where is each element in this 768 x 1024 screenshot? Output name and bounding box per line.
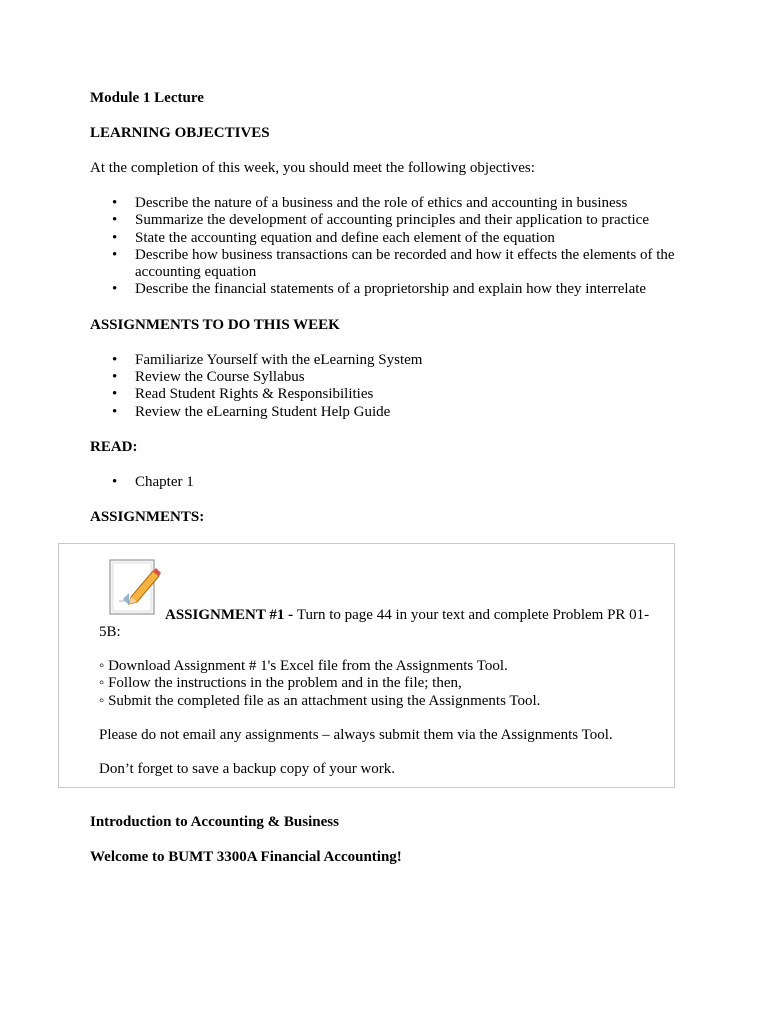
objectives-intro: At the completion of this week, you should meet the following objectives: bbox=[90, 160, 535, 176]
assignment-note-backup: Don’t forget to save a backup copy of your work. bbox=[99, 761, 396, 777]
list-item: • State the accounting equation and define each element of the equation bbox=[90, 230, 690, 247]
assignments-week-heading: ASSIGNMENTS TO DO THIS WEEK bbox=[90, 316, 340, 333]
assignments-heading: ASSIGNMENTS: bbox=[90, 509, 205, 526]
list-item: • Describe how business transactions can be recorded and how it effects the elements of the accounting equation bbox=[90, 247, 690, 282]
objectives-list bbox=[90, 195, 690, 299]
module-title: Module 1 Lecture bbox=[90, 90, 204, 106]
intro-heading: Introduction to Accounting & Business bbox=[90, 814, 339, 830]
assignment-step: ◦ Submit the completed file as an attachment using the Assignments Tool. bbox=[99, 692, 541, 709]
list-item: • Chapter 1 bbox=[90, 474, 690, 491]
list-item: • Describe the financial statements of a proprietorship and explain how they interrelate bbox=[90, 281, 690, 298]
list-item: • Familiarize Yourself with the eLearning System bbox=[90, 352, 690, 369]
assignment-box bbox=[58, 543, 675, 788]
week-tasks-list bbox=[90, 352, 690, 421]
assignment-step: ◦ Download Assignment # 1's Excel file from the Assignments Tool. bbox=[99, 658, 508, 674]
list-item: • Summarize the development of accounting principles and their application to practice bbox=[90, 212, 690, 229]
list-item: • Read Student Rights & Responsibilities bbox=[90, 386, 690, 403]
objectives-heading: LEARNING OBJECTIVES bbox=[90, 125, 270, 141]
assignment-note-email: Please do not email any assignments – always submit them via the Assignments Tool. bbox=[99, 727, 613, 743]
assignment-title-text: Turn to page 44 in your text and complete Problem PR 01-5B: bbox=[99, 607, 650, 640]
read-list bbox=[90, 474, 690, 491]
lecture-page bbox=[90, 90, 690, 526]
welcome-heading: Welcome to BUMT 3300A Financial Accounting! bbox=[90, 849, 402, 865]
list-item: • Describe the nature of a business and the role of ethics and accounting in business bbox=[90, 195, 690, 212]
assignment-title bbox=[99, 607, 669, 641]
read-heading: READ: bbox=[90, 438, 138, 455]
assignment-step: ◦ Follow the instructions in the problem and in the file; then, bbox=[99, 675, 462, 692]
list-item: • Review the eLearning Student Help Guide bbox=[90, 404, 690, 421]
assignment-steps bbox=[99, 658, 659, 710]
list-item: • Review the Course Syllabus bbox=[90, 369, 690, 386]
assignment-title-bold: ASSIGNMENT #1 - bbox=[165, 607, 297, 623]
